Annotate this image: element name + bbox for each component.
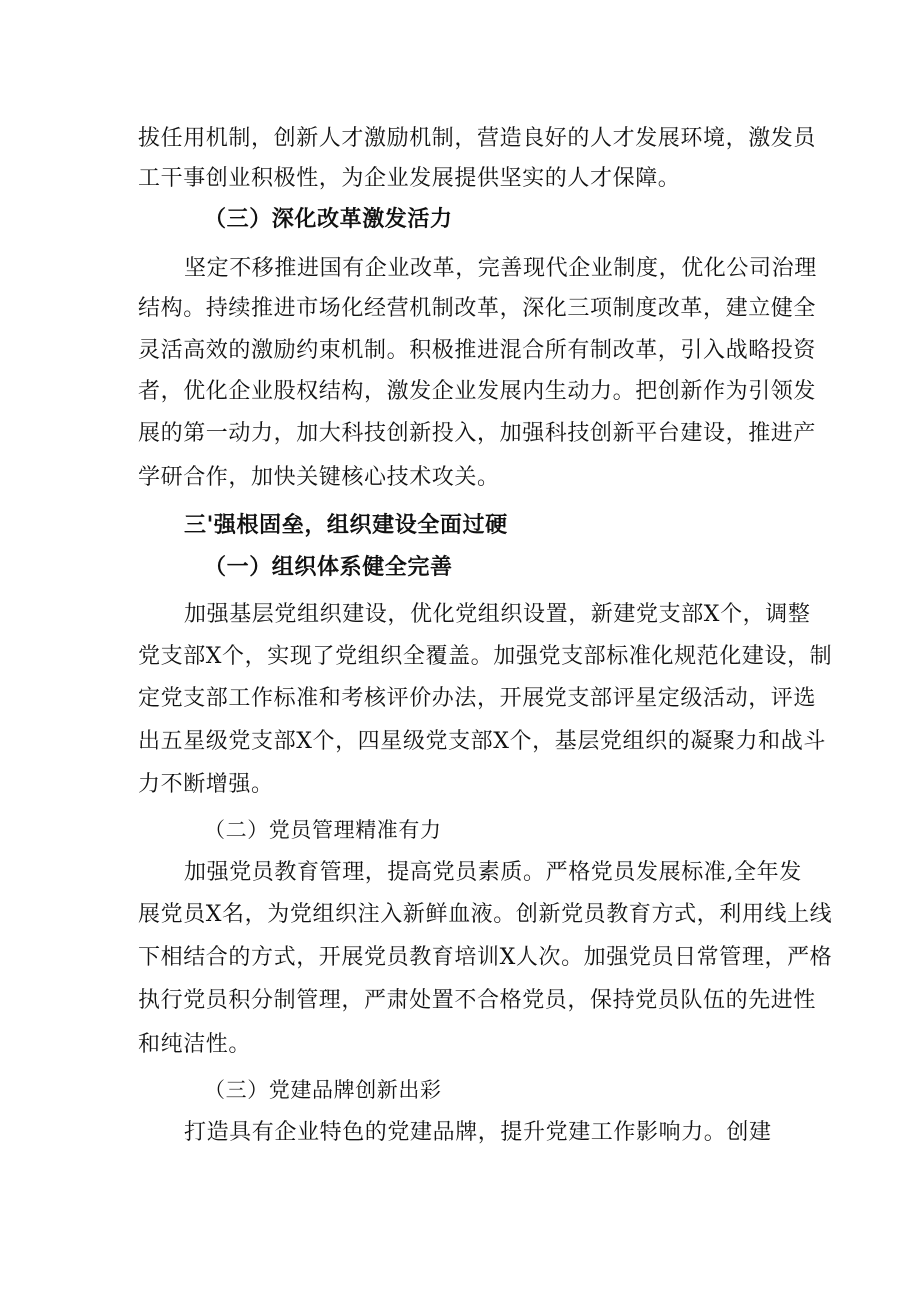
subsection-heading: （一）组织体系健全完善 [204, 555, 453, 580]
paragraph-line: 加强党员教育管理，提高党员素质。严格党员发展标准,全年发 [184, 860, 802, 885]
subsection-heading: （三）深化改革激发活力 [204, 207, 453, 232]
paragraph-line: 结构。持续推进市场化经营机制改革，深化三项制度改革，建立健全 [138, 296, 817, 321]
paragraph-line: 学研合作，加快关键核心技术攻关。 [138, 465, 500, 490]
paragraph-line: 和纯洁性。 [138, 1032, 252, 1057]
paragraph-line: 展党员X名，为党组织注入新鲜血液。创新党员教育方式，利用线上线 [138, 902, 833, 927]
paragraph-line: 定党支部工作标准和考核评价办法，开展党支部评星定级活动，评选 [138, 686, 817, 711]
subsection-heading: （三）党建品牌创新出彩 [204, 1078, 442, 1102]
paragraph-line: 灵活高效的激励约束机制。积极推进混合所有制改革，引入战略投资 [138, 338, 817, 363]
section-heading: 三'强根固垒，组织建设全面过硬 [184, 513, 508, 538]
paragraph-line: 展的第一动力，加大科技创新投入，加强科技创新平台建设，推进产 [138, 421, 817, 446]
subsection-heading: （二）党员管理精准有力 [204, 818, 442, 842]
paragraph-line: 打造具有企业特色的党建品牌，提升党建工作影响力。创建 [184, 1120, 772, 1145]
paragraph-line: 力不断增强。 [138, 772, 274, 797]
paragraph-line: 党支部X个，实现了党组织全覆盖。加强党支部标准化规范化建设，制 [138, 644, 833, 669]
paragraph-line: 工干事创业积极性，为企业发展提供坚实的人才保障。 [138, 166, 681, 191]
paragraph-line: 者，优化企业股权结构，激发企业发展内生动力。把创新作为引领发 [138, 379, 817, 404]
paragraph-line: 执行党员积分制管理，严肃处置不合格党员，保持党员队伍的先进性 [138, 988, 817, 1013]
paragraph-line: 拔任用机制，创新人才激励机制，营造良好的人才发展环境，激发员 [138, 126, 817, 151]
paragraph-line: 坚定不移推进国有企业改革，完善现代企业制度，优化公司治理 [184, 256, 817, 281]
paragraph-line: 下相结合的方式，开展党员教育培训X人次。加强党员日常管理，严格 [138, 945, 833, 970]
paragraph-line: 出五星级党支部X个，四星级党支部X个，基层党组织的凝聚力和战斗 [138, 729, 826, 754]
paragraph-line: 加强基层党组织建设，优化党组织设置，新建党支部X个，调整 [184, 602, 811, 627]
